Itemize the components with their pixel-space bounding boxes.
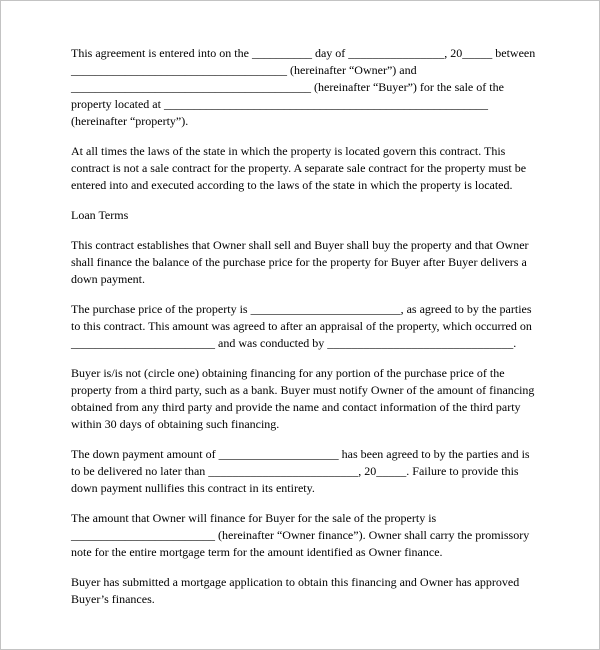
paragraph-third-party-financing: Buyer is/is not (circle one) obtaining financing for any portion of the purchase price of the property from a third party, such as a bank. Buyer must notify Owner of the amount of financing obtained from any third party and provide the name and contact information of the third party within 30 days of obtaining such financing.	[71, 366, 535, 431]
paragraph-owner-finance: The amount that Owner will finance for Buyer for the sale of the property is ________________________ (hereinafter “Owner finance”). Owner shall carry the promissory note for the entire mortgage term for the amount identified as Owner finance.	[71, 511, 530, 559]
paragraph-agreement-intro: This agreement is entered into on the __________ day of ________________, 20_____ between ____________________________________ (hereinafter “Owner”) and ________________________________________ (hereinafter “Buyer”) for the sale of the property located at ______________________________________________________ (hereinafter “property”).	[71, 46, 536, 128]
paragraph-purchase-price: The purchase price of the property is _________________________, as agreed to by the parties to this contract. This amount was agreed to after an appraisal of the property, which occurred on ________________________ and was conducted by _______________________________.	[71, 302, 532, 350]
paragraph-down-payment: The down payment amount of ____________________ has been agreed to by the parties and is to be delivered no later than _________________________, 20_____. Failure to provide this down payment nullifies this contract in its entirety.	[71, 447, 530, 495]
paragraph-mortgage-application: Buyer has submitted a mortgage application to obtain this financing and Owner has approved Buyer’s finances.	[71, 575, 520, 606]
paragraph-governing-law: At all times the laws of the state in which the property is located govern this contract. This contract is not a sale contract for the property. A separate sale contract for the property must be entered into and executed according to the laws of the state in which the property is located.	[71, 144, 527, 192]
heading-loan-terms: Loan Terms	[71, 208, 129, 222]
paragraph-contract-establishes: This contract establishes that Owner shall sell and Buyer shall buy the property and that Owner shall finance the balance of the purchase price for the property for Buyer after Buyer delivers a down payment.	[71, 238, 529, 286]
